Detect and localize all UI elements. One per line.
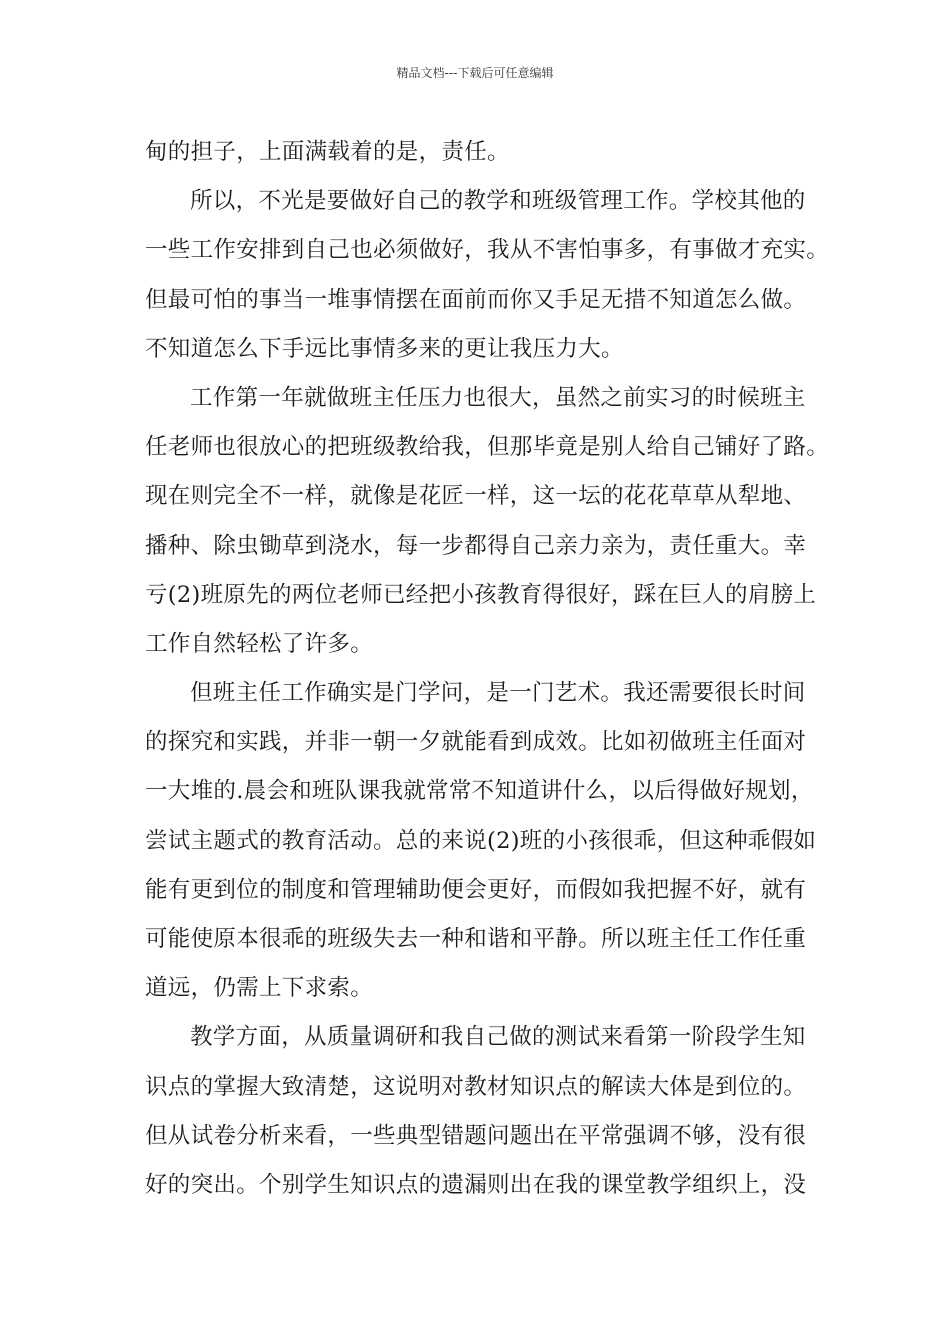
text-line: 工作自然轻松了许多。 — [145, 630, 374, 657]
text-line: 现在则完全不一样，就像是花匠一样，这一坛的花花草草从犁地、 — [145, 483, 807, 510]
text-line: 一大堆的.晨会和班队课我就常常不知道讲什么，以后得做好规划， — [145, 778, 814, 805]
text-line: 但最可怕的事当一堆事情摆在面前而你又手足无措不知道怎么做。 — [145, 286, 807, 313]
document-body — [145, 128, 830, 1210]
text-line: 好的突出。个别学生知识点的遗漏则出在我的课堂教学组织上，没 — [145, 1171, 807, 1198]
paragraph-start-line: 教学方面，从质量调研和我自己做的测试来看第一阶段学生知 — [190, 1024, 806, 1051]
text-line: 亏(2)班原先的两位老师已经把小孩教育得很好，踩在巨人的肩膀上 — [145, 581, 817, 608]
paragraph-start-line: 所以，不光是要做好自己的教学和班级管理工作。学校其他的 — [190, 188, 806, 215]
text-line: 的探究和实践，并非一朝一夕就能看到成效。比如初做班主任面对 — [145, 729, 807, 756]
text-line: 尝试主题式的教育活动。总的来说(2)班的小孩很乖，但这种乖假如 — [145, 827, 817, 854]
text-line: 能有更到位的制度和管理辅助便会更好，而假如我把握不好，就有 — [145, 876, 807, 903]
paragraph-start-line: 但班主任工作确实是门学问，是一门艺术。我还需要很长时间 — [190, 680, 806, 707]
page-header: 精品文档---下载后可任意编辑 — [396, 66, 554, 80]
text-line: 播种、除虫锄草到浇水，每一步都得自己亲力亲为，责任重大。幸 — [145, 532, 807, 559]
text-line: 道远，仍需上下求索。 — [145, 975, 374, 1002]
text-line: 一些工作安排到自己也必须做好，我从不害怕事多，有事做才充实。 — [145, 237, 830, 264]
text-line: 不知道怎么下手远比事情多来的更让我压力大。 — [145, 335, 624, 362]
text-line: 任老师也很放心的把班级教给我，但那毕竟是别人给自己铺好了路。 — [145, 434, 830, 461]
text-line: 甸的担子，上面满载着的是，责任。 — [145, 139, 510, 165]
text-line: 但从试卷分析来看，一些典型错题问题出在平常强调不够，没有很 — [145, 1122, 807, 1149]
paragraph-start-line: 工作第一年就做班主任压力也很大，虽然之前实习的时候班主 — [190, 384, 806, 411]
text-line: 可能使原本很乖的班级失去一种和谐和平静。所以班主任工作任重 — [145, 926, 807, 952]
text-line: 识点的掌握大致清楚，这说明对教材知识点的解读大体是到位的。 — [145, 1073, 807, 1100]
